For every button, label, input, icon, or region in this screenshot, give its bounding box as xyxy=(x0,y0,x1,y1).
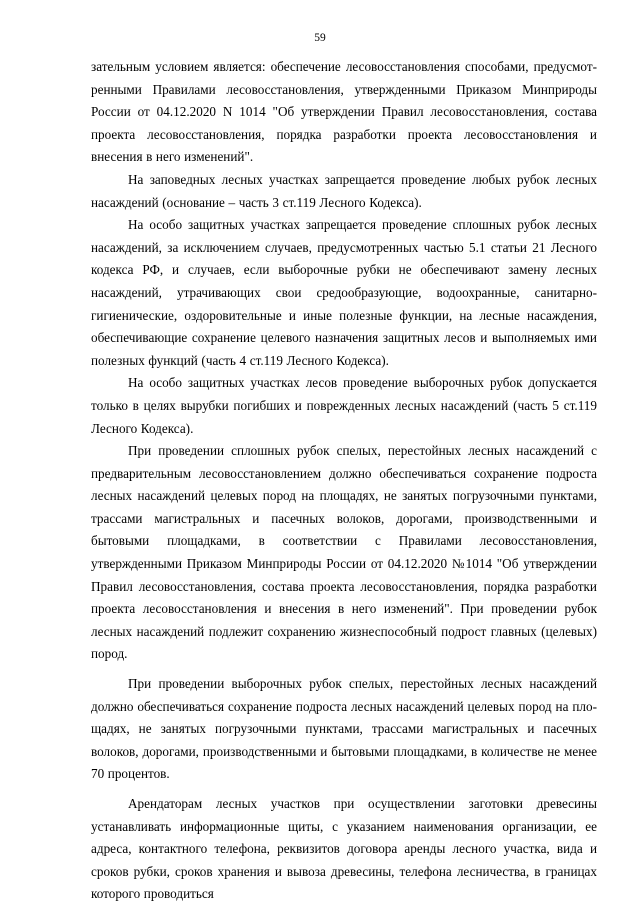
paragraph-protected-selective: На особо защитных участках лесов проведение выборочных рубок допускается только в целях вырубки погибших и поврежденных лесных насаждений (часть 5 ст.119 Лесного Кодекса). xyxy=(91,375,597,436)
paragraph-info-boards: Арендаторам лесных участков при осуществлении заготовки древесины устанавливать информационные щиты, с указанием наименования организации, ее адреса, контактного телефона, реквизитов договора аренды лесного участка, вида и сроков рубки, сроков хранения и вывоза древесины, телефона лесничества, в границах которого проводиться xyxy=(91,796,597,902)
paragraph-continuation: зательным условием является: обеспечение лесовосстановления способами, предусмотренными Правилами лесовосстановления, утвержденными Приказом Минприроды России от 04.12.2020 N 1014 "Об утверждении Правил лесовосстановления, состава проекта лесовосстановления, порядка разработки проекта лесовосстановления и внесения в него изменений". xyxy=(91,59,597,165)
page-number: 59 xyxy=(314,32,326,44)
paragraph-protected-clearcut: На особо защитных участках запрещается проведение сплошных рубок лесных насаждений, за исключением случаев, предусмотренных частью 5.1 статьи 21 Лесного кодекса РФ, и случаев, если выборочные рубки не обеспечивают замену лесных насаждений, утрачивающих свои средообразующие, водоохранные, санитарно-гигиенические, оздоровительные и иные полезные функции, на лесные насаждения, обеспечивающие сохранение целевого назначения защитных лесов и выполняемых ими полезных функций (часть 4 ст.119 Лесного Кодекса). xyxy=(91,217,597,368)
paragraph-selective-undergrowth: При проведении выборочных рубок спелых, перестойных лесных насаждений должно обеспечиваться сохранение подроста лесных насаждений целевых пород на площадях, не занятых погрузочными пунктами, трассами магистральных и пасечных волоков, дорогами, производственными и бытовыми площадками, в количестве не менее 70 процентов. xyxy=(91,676,597,782)
paragraph-clearcut-undergrowth: При проведении сплошных рубок спелых, перестойных лесных насаждений с предварительным лесовосстановлением должно обеспечиваться сохранение подроста лесных насаждений целевых пород на площадях, не занятых погрузочными пунктами, трассами магистральных и пасечных волоков, дорогами, производственными и бытовыми площадками, в соответствии с Правилами лесовосстановления, утвержденными Приказом Минприроды России от 04.12.2020 №1014 "Об утверждении Правил лесовосстановления, состава проекта лесовосстановления, порядка разработки проекта лесовосстановления и внесения в него изменений". При проведении рубок лесных насаждений подлежит сохранению жизнеспособный подрост главных (целевых) пород. xyxy=(91,443,597,662)
body-text xyxy=(91,56,597,906)
paragraph-reserved-areas: На заповедных лесных участках запрещается проведение любых рубок лесных насаждений (основание – часть 3 ст.119 Лесного Кодекса). xyxy=(91,171,597,210)
